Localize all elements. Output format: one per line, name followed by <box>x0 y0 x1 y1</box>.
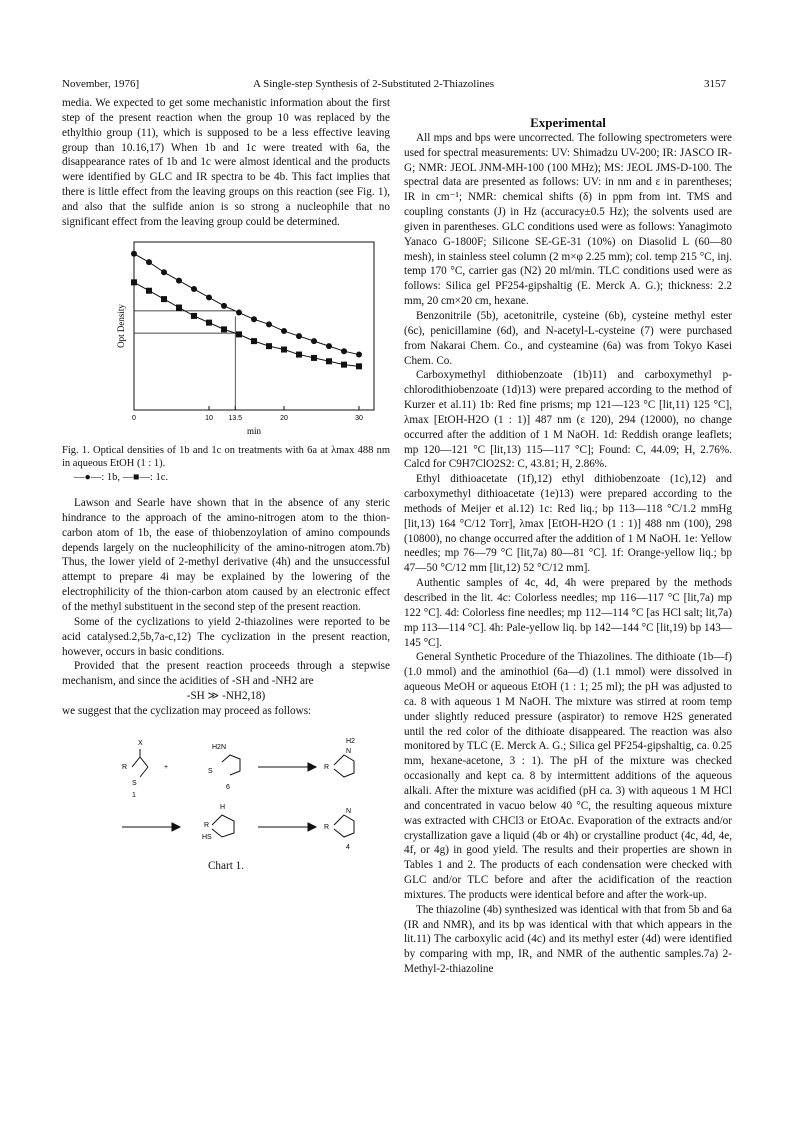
series-line-1b <box>134 253 359 354</box>
paragraph: Carboxymethyl dithiobenzoate (1b)11) and carboxymethyl p-chlorodithiobenzoate (1d)13) were prepared according to the method of Kurzer et al.11) 1b: Red fine prisms; mp 121—123 °C [lit,11) 125 °C], λmax [EtOH-H2O (1 : 1)] 487 nm (ε 120), 294 (12000), no change occurred after the addition of 1 M NaOH. 1d: Reddish orange leaflets; mp 120—121 °C [lit,13) 115—117 °C]; Found: C, 44.09; H, 2.76%. Calcd for C9H7ClO2S2: C, 43.81; H, 2.86%. <box>404 369 732 471</box>
scheme-s: S <box>208 767 213 775</box>
data-point-1b <box>356 351 362 357</box>
data-point-1b <box>206 294 212 300</box>
data-point-1b <box>251 316 257 322</box>
data-point-1b <box>281 328 287 334</box>
scheme-r: R <box>324 763 330 771</box>
header-date: November, 1976] <box>62 78 140 90</box>
left-column <box>62 96 390 874</box>
paragraph: Provided that the present reaction proceeds through a stepwise mechanism, and since the acidities of -SH and -NH2 are <box>62 660 390 688</box>
data-point-1b <box>311 338 317 344</box>
figure-legend: —●—: 1b, —■—: 1c. <box>74 471 169 483</box>
data-point-1b <box>341 348 347 354</box>
data-point-1c <box>206 319 212 325</box>
paragraph: media. We expected to get some mechanistic information about the first step of the present reaction when the group 10 was replaced by the ethylthio group (11), which is supposed to be a less effective leaving group than 10.16,17) When 1b and 1c were treated with 6a, the disappearance rates of 1b and 1c were almost identical and the products were identified by GLC and IR spectra to be 4b. This fact implies that there is little effect from the leaving groups on this reaction (see Fig. 1), and also that the sulfide anion is so strong a nucleophile that no significant effect from the leaving group could be determined. <box>62 97 390 228</box>
figure-caption: Fig. 1. Optical densities of 1b and 1c on treatments with 6a at λmax 488 nm in aqueous EtOH (1 : 1). <box>62 444 390 470</box>
data-point-1c <box>221 326 227 332</box>
figure-1-chart <box>88 240 388 438</box>
x-tick-label: 13.5 <box>228 414 243 422</box>
chart-1-scheme <box>62 727 390 857</box>
data-point-1c <box>356 363 362 369</box>
data-point-1c <box>191 313 197 319</box>
data-point-1c <box>131 279 137 285</box>
data-point-1c <box>266 343 272 349</box>
scheme-label-4: 4 <box>346 843 350 851</box>
data-point-1c <box>326 358 332 364</box>
data-point-1b <box>146 259 152 265</box>
data-point-1c <box>311 355 317 361</box>
scheme-x: X <box>138 739 143 747</box>
section-heading: Experimental <box>530 115 606 130</box>
paragraph: Lawson and Searle have shown that in the absence of any steric hindrance to the approach of the amino-nitrogen atom to the thion-carbon atom of 1b, the ease of thiobenzoylation of amino compounds depends largely on the nucleophilicity of the amino-nitrogen atom.7b) Thus, the lower yield of 2-methyl derivative (4h) and the unsuccessful attempt to prepare 4i may be explained by the lowering of the electrophilicity of the thion-carbon atom caused by an electronic effect of the methyl substituent in the second step of the present reaction. <box>62 497 390 613</box>
right-column <box>404 116 732 977</box>
data-point-1c <box>161 296 167 302</box>
data-point-1b <box>161 269 167 275</box>
data-point-1b <box>176 277 182 283</box>
scheme-hs: HS <box>202 833 212 841</box>
data-point-1c <box>251 338 257 344</box>
paragraph: Authentic samples of 4c, 4d, 4h were prepared by the methods described in the lit. 4c: Colorless needles; mp 116—117 °C [lit,7a) mp 122 °C]. 4d: Colorless fine needles; mp 112—114 °C [as HCl salt; lit,7a) mp 113—114 °C]. 4h: Pale-yellow liq. bp 142—144 °C [lit,19) bp 143—145 °C]. <box>404 577 732 649</box>
data-point-1c <box>341 361 347 367</box>
data-point-1c <box>146 287 152 293</box>
scheme-h2: H2 <box>346 737 355 745</box>
scheme-label-6: 6 <box>226 783 230 791</box>
header-page: 3157 <box>704 78 726 90</box>
data-point-1b <box>131 250 137 256</box>
x-tick-label: 0 <box>132 414 136 422</box>
paragraph: The thiazoline (4b) synthesized was identical with that from 5b and 6a (IR and NMR), and its bp was identical with that which appears in the lit.11) The carboxylic acid (4c) and its methyl ester (4d) were identified by comparing with mp, IR, and NMR of the authentic samples.7a) 2-Methyl-2-thiazoline <box>404 903 732 976</box>
paragraph: we suggest that the cyclization may proceed as follows: <box>62 704 312 717</box>
paragraph: Ethyl dithioacetate (1f),12) ethyl dithiobenzoate (1c),12) and carboxymethyl dithioacetate (1e)13) were prepared according to the methods of Meijer et al.12) 1c: Red liq.; bp 113—118 °C/1.2 mmHg [lit,13) 164 °C/12 Torr], λmax [EtOH-H2O (1 : 1)] 488 nm (100), 298 (10800), no change occurred after the addition of 1 M NaOH. 1e: Yellow needles; mp 76—79 °C [lit,7a) 80—81 °C]. 1f: Orange-yellow liq.; bp 47—50 °C/12 mm [lit,12) 52 °C/12 mm]. <box>404 473 732 575</box>
header-title: A Single-step Synthesis of 2-Substituted 2-Thiazolines <box>253 78 495 90</box>
x-axis-label: min <box>246 425 262 436</box>
scheme-r: R <box>204 821 210 829</box>
paragraph: General Synthetic Procedure of the Thiazolines. The dithioate (1b—f) (1.0 mmol) and the aminothiol (6a—d) (1.1 mmol) were dissolved in aqueous MeOH or aqueous EtOH (1 : 1; 25 ml); the pH was adjusted to ca. 8 with aqueous 1 M NaOH. The mixture was stirred at room temp under slightly reduced pressure (aspirator) to remove H2S generated until the red color of the dithioate disappeared. The reaction was also monitored by TLC (E. Merck A. G.; Silica gel PF254-gipshaltig, ca. 0.25 mm, hexane-acetone, 3 : 1). The pH of the mixture was checked occasionally and kept ca. 8 by intermittent additions of the aqueous alkali. After the mixture was acidified (pH ca. 3) with aqueous 1 M HCl and concentrated in vacuo below 40 °C, the resulting aqueous mixture was extracted with CHCl3 or EtOAc. Evaporation of the extracts and/or crystallization gave a liquid (4b or 4h) or crystalline product (4c, 4d, 4e, 4f, or 4g) in good yield. The results and their properties are shown in Tables 1 and 2. The products of each condensation were checked with GLC and/or TLC before and after the acidification of the reaction mixtures. The products were identical before and after the work-up. <box>404 651 732 901</box>
chart-caption: Chart 1. <box>207 859 245 872</box>
paragraph: Benzonitrile (5b), acetonitrile, cysteine (6b), cysteine methyl ester (6c), penicillamine (6d), and N-acetyl-L-cysteine (7) were purchased from Nakarai Chem. Co., and cysteamine (6a) was from Tokyo Kasei Chem. Co. <box>404 309 732 367</box>
paragraph: All mps and bps were uncorrected. The following spectrometers were used for spectral measurements: UV: Shimadzu UV-200; IR: JASCO IR-G; NMR: JEOL JNM-MH-100 (100 MHz); MS: JEOL JMS-D-100. The spectral data are presented as follows: UV: in nm and ε in parentheses; IR in cm⁻¹; NMR: chemical shifts (δ) in ppm from int. TMS and coupling constants (J) in Hz (accuracy±0.5 Hz); the solvents used are given in parentheses. GLC conditions used were as follows: Yanagimoto Yanaco G-1800F; Silicone SE-GE-31 (10%) on Diasolid L (60—80 mesh), in stainless steel column (2 m×φ 2.25 mm); col. temp 215 °C, inj. temp 170 °C, carrier gas (N2) 20 ml/min. TLC conditions used were as follows: Silica gel PF254-gipshaltig (E. Merck A. G.); thickness: 2.2 mm, 20 cm×20 cm, hexane. <box>404 131 732 308</box>
scheme-n: N <box>346 807 352 815</box>
equation: -SH ≫ -NH2,18) <box>186 690 266 703</box>
scheme-plus: + <box>164 763 169 771</box>
scheme-h2n: H2N <box>212 743 227 751</box>
paragraph: Some of the cyclizations to yield 2-thiazolines were reported to be acid catalysed.2,5b,7a-c,12) The cyclization in the present reaction, however, occurs in basic conditions. <box>62 615 390 658</box>
scheme-s: S <box>132 779 137 787</box>
series-line-1c <box>134 282 359 366</box>
data-point-1c <box>296 351 302 357</box>
data-point-1b <box>221 302 227 308</box>
data-point-1b <box>326 343 332 349</box>
data-point-1c <box>281 346 287 352</box>
scheme-r: R <box>324 823 330 831</box>
data-point-1b <box>191 286 197 292</box>
data-point-1c <box>236 331 242 337</box>
data-point-1b <box>236 309 242 315</box>
x-tick-label: 20 <box>280 414 288 422</box>
plot-frame <box>134 242 374 410</box>
scheme-r: R <box>122 763 128 771</box>
data-point-1c <box>176 304 182 310</box>
scheme-h: H <box>220 803 226 811</box>
data-point-1b <box>266 321 272 327</box>
x-tick-label: 30 <box>355 414 363 422</box>
y-axis-label: Opt Density <box>116 303 126 348</box>
scheme-label-1: 1 <box>132 791 136 799</box>
data-point-1b <box>296 333 302 339</box>
x-tick-label: 10 <box>205 414 213 422</box>
scheme-n: N <box>346 747 352 755</box>
